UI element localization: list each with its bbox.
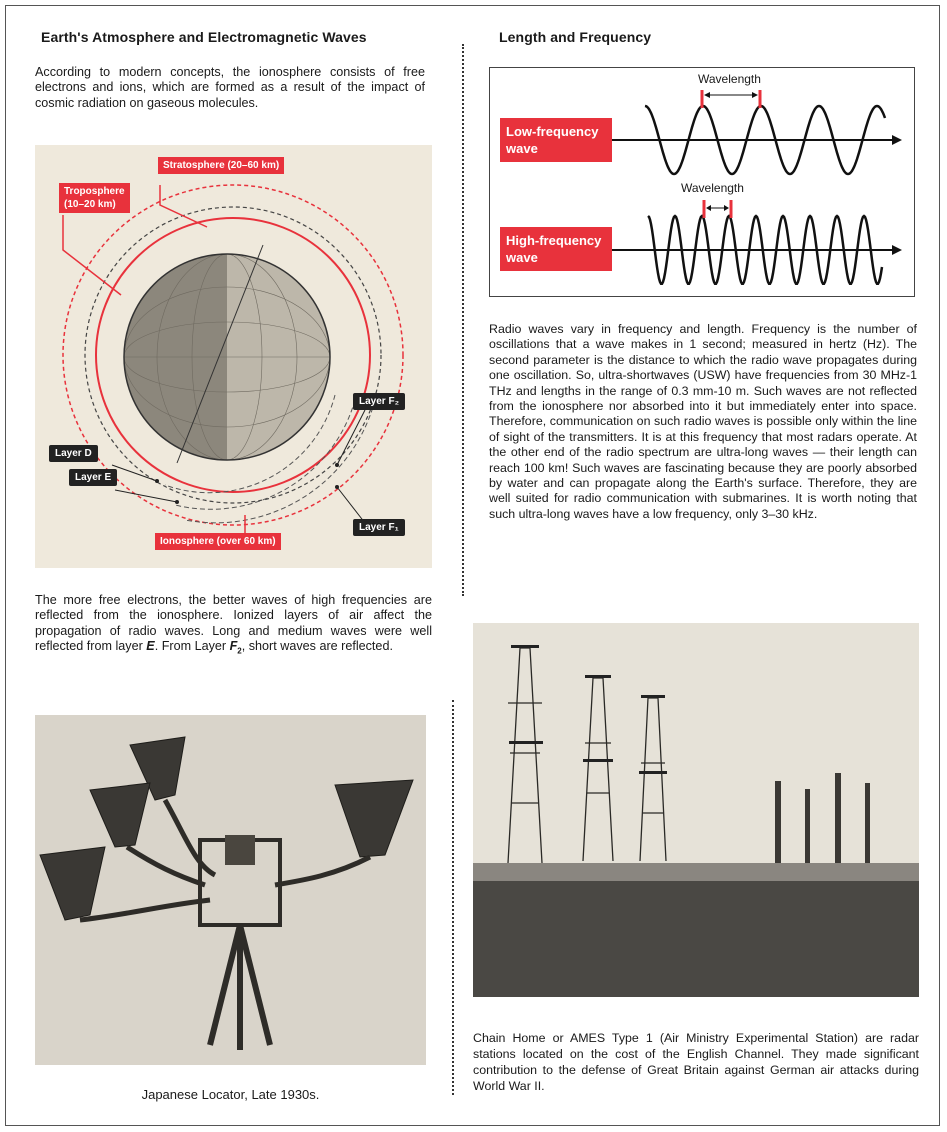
left-body-part3: , short waves are reflected. <box>241 638 393 653</box>
column-divider-bottom <box>452 700 454 1095</box>
ionosphere-label: Ionosphere (over 60 km) <box>155 533 281 550</box>
column-divider-top <box>462 44 464 596</box>
high-frequency-label-line1: High-frequency <box>506 233 602 248</box>
high-frequency-label <box>500 227 612 271</box>
left-body <box>35 593 432 659</box>
japanese-locator-graphic <box>35 715 426 1065</box>
wavelength-label-high: Wavelength <box>681 181 744 195</box>
troposphere-label-line1: Troposphere <box>64 186 125 197</box>
left-body-layer-e: E <box>146 638 155 653</box>
left-body-part1: The more free electrons, the better waves of high frequencies are reflected from the ionosphere. Ionized layers of air affect the propagation of radio waves. Long and medium waves were well reflected from layer <box>35 593 432 653</box>
left-heading: Earth's Atmosphere and Electromagnetic Waves <box>41 29 367 45</box>
left-body-layer-f-subscript: 2 <box>237 646 242 656</box>
low-frequency-label-line2: wave <box>506 141 538 156</box>
wavelength-label-low: Wavelength <box>698 72 761 86</box>
japanese-locator-caption: Japanese Locator, Late 1930s. <box>141 1087 320 1102</box>
stratosphere-label: Stratosphere (20–60 km) <box>158 157 284 174</box>
wave-diagram <box>489 67 915 297</box>
layer-f1-label: Layer F₁ <box>353 519 405 536</box>
layer-d-label: Layer D <box>49 445 98 462</box>
layer-f2-label: Layer F₂ <box>353 393 405 410</box>
atmosphere-diagram <box>35 145 432 568</box>
low-frequency-label <box>500 118 612 162</box>
low-frequency-label-line1: Low-frequency <box>506 124 599 139</box>
chain-home-graphic <box>473 623 919 997</box>
chain-home-photo <box>473 623 919 997</box>
left-intro: According to modern concepts, the ionosphere consists of free electrons and ions, which are formed as a result of the impact of cosmic radiation on gaseous molecules. <box>35 65 425 110</box>
left-body-layer-f: F <box>229 638 238 653</box>
chain-home-caption: Chain Home or AMES Type 1 (Air Ministry Experimental Station) are radar stations located on the cost of the English Channel. They made significant contribution to the defense of Great Britain against German air attacks during World War II. <box>473 1031 919 1093</box>
troposphere-label-line2: (10–20 km) <box>64 199 116 210</box>
high-frequency-label-line2: wave <box>506 250 538 265</box>
right-body: Radio waves vary in frequency and length. Frequency is the number of oscillations that a wave makes in 1 second; measured in hertz (Hz). The second parameter is the distance to which the radio wave propagates during one oscillation. So, ultra-shortwaves (USW) have frequencies from 30 MHz-1 THz and lengths in the range of 0.3 mm-10 m. Such waves are not reflected from the ionosphere nor absorbed into it but immediately enter into space. Therefore, communication on such radio waves is possible only within the line of sight of the transmitters. It is at this frequency that most radars operate. At the other end of the radio spectrum are ultra-long waves — their length can reach 100 km! Such waves are fascinating because they are poorly absorbed by water and can propagate along the Earth's surface. Therefore, they are well suited for radio communication with submarines. It is worth noting that such ultra-long waves have a low frequency, only 3–30 kHz. <box>489 322 917 521</box>
troposphere-label <box>59 183 130 213</box>
right-heading: Length and Frequency <box>499 29 652 45</box>
japanese-locator-photo <box>35 715 426 1065</box>
left-body-part2: . From Layer <box>154 638 230 653</box>
layer-e-label: Layer E <box>69 469 117 486</box>
